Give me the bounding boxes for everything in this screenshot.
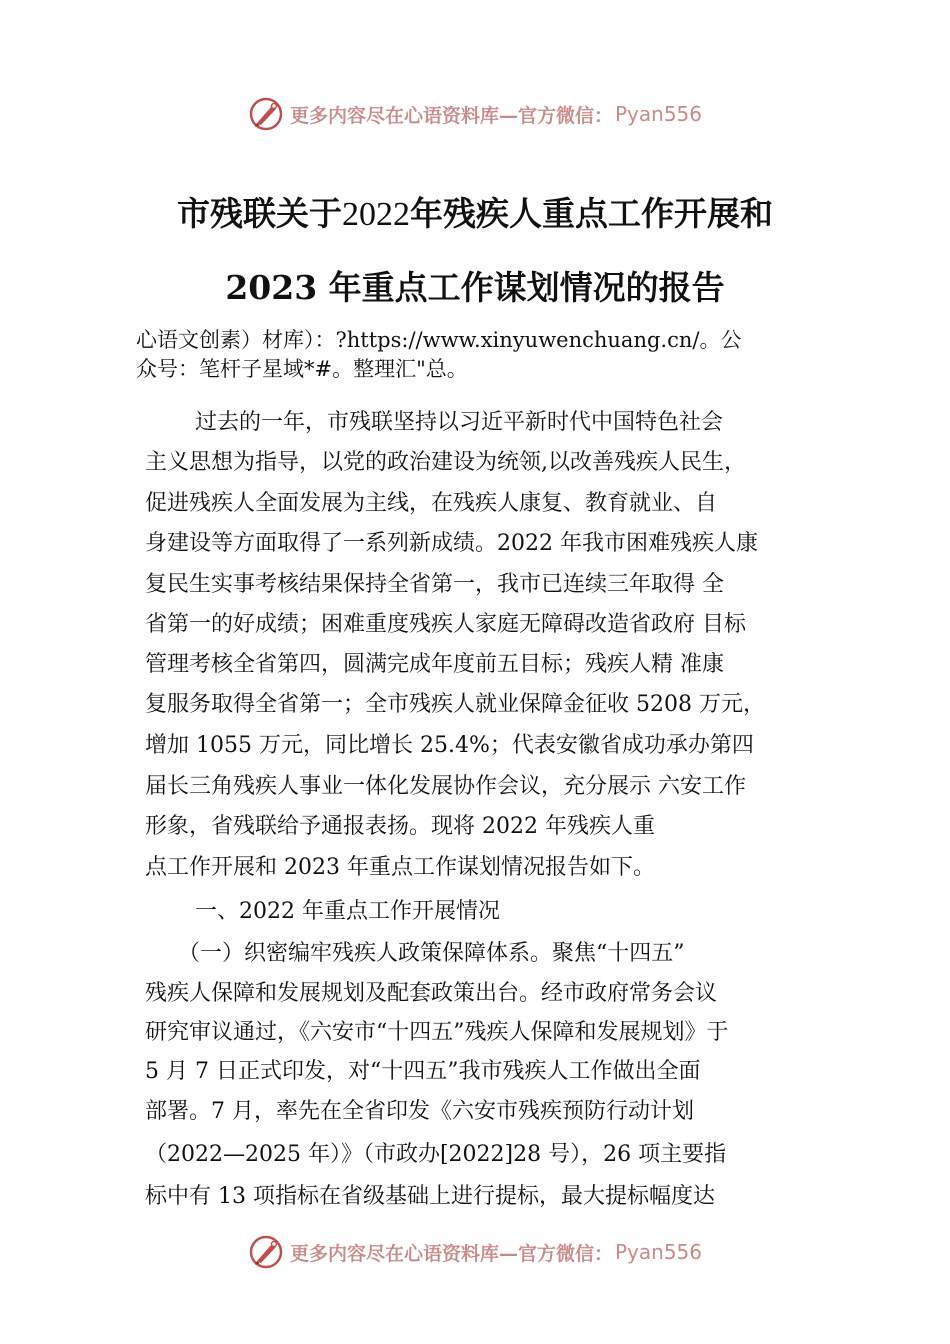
title-year: 2022 [342,196,410,233]
document-title-line2: 2023 年重点工作谋划情况的报告 [225,268,725,307]
subsection-heading: （一）织密编牢残疾人政策保障体系。聚焦“十四五” [178,941,685,966]
body-line: 形象，省残联给予通报表扬。现将 2022 年残疾人重 [145,814,655,839]
body-line: 过去的一年，市残联坚持以习近平新时代中国特色社会 [195,410,724,435]
body-line: 届长三角残疾人事业一体化发展协作会议，充分展示 六安工作 [145,774,746,799]
title-part-a: 市残联关于 [177,194,342,233]
body-line: （2022—2025 年）》（市政办[2022]28 号），26 项主要指 [145,1142,727,1167]
watermark-line: 心语文创素）材库）：?https://www.xinyuwenchuang.cn/。公 [136,328,742,352]
body-line: 促进残疾人全面发展为主线，在残疾人康复、教育就业、自 [145,491,718,516]
body-line: 身建设等方面取得了一系列新成绩。2022 年我市困难残疾人康 [145,531,758,556]
banner-wechat-id: Pyan556 [615,102,703,126]
body-line: 省第一的好成绩；困难重度残疾人家庭无障碍改造省政府 目标 [145,612,746,637]
body-line: 研究审议通过，《六安市“十四五”残疾人保障和发展规划》于 [145,1020,729,1045]
title-part-b: 年残疾人重点工作开展和 [410,194,773,233]
pen-logo-icon [248,96,284,132]
body-line: 主义思想为指导，以党的政治建设为统领,以改善残疾人民生， [145,450,746,475]
pen-logo-icon [248,1234,284,1270]
body-line: 管理考核全省第四，圆满完成年度前五目标；残疾人精 准康 [145,652,724,677]
watermark-line: 众号：笔杆子星域*#。整理汇"总。 [136,357,468,381]
section-heading: 一、2022 年重点工作开展情况 [195,899,500,924]
body-line: 残疾人保障和发展规划及配套政策出台。经市政府常务会议 [145,981,718,1006]
source-watermark [136,326,841,384]
header-banner [0,94,950,134]
body-line: 点工作开展和 2023 年重点工作谋划情况报告如下。 [145,855,655,880]
body-line: 标中有 13 项指标在省级基础上进行提标，最大提标幅度达 [145,1184,715,1209]
banner-wechat-id: Pyan556 [615,1240,703,1264]
body-line: 复民生实事考核结果保持全省第一，我市已连续三年取得 全 [145,572,724,597]
body-line: 增加 1055 万元，同比增长 25.4%；代表安徽省成功承办第四 [145,733,754,758]
footer-banner [0,1232,950,1272]
banner-text: 更多内容尽在心语资料库—官方微信： [289,1242,613,1265]
banner-text: 更多内容尽在心语资料库—官方微信： [289,104,613,127]
body-line: 部署。7 月，率先在全省印发《六安市残疾预防行动计划 [145,1099,694,1124]
body-line: 5 月 7 日正式印发，对“十四五”我市残疾人工作做出全面 [145,1059,701,1084]
body-line: 复服务取得全省第一；全市残疾人就业保障金征收 5208 万元， [145,692,765,717]
document-title-line1 [0,188,950,235]
